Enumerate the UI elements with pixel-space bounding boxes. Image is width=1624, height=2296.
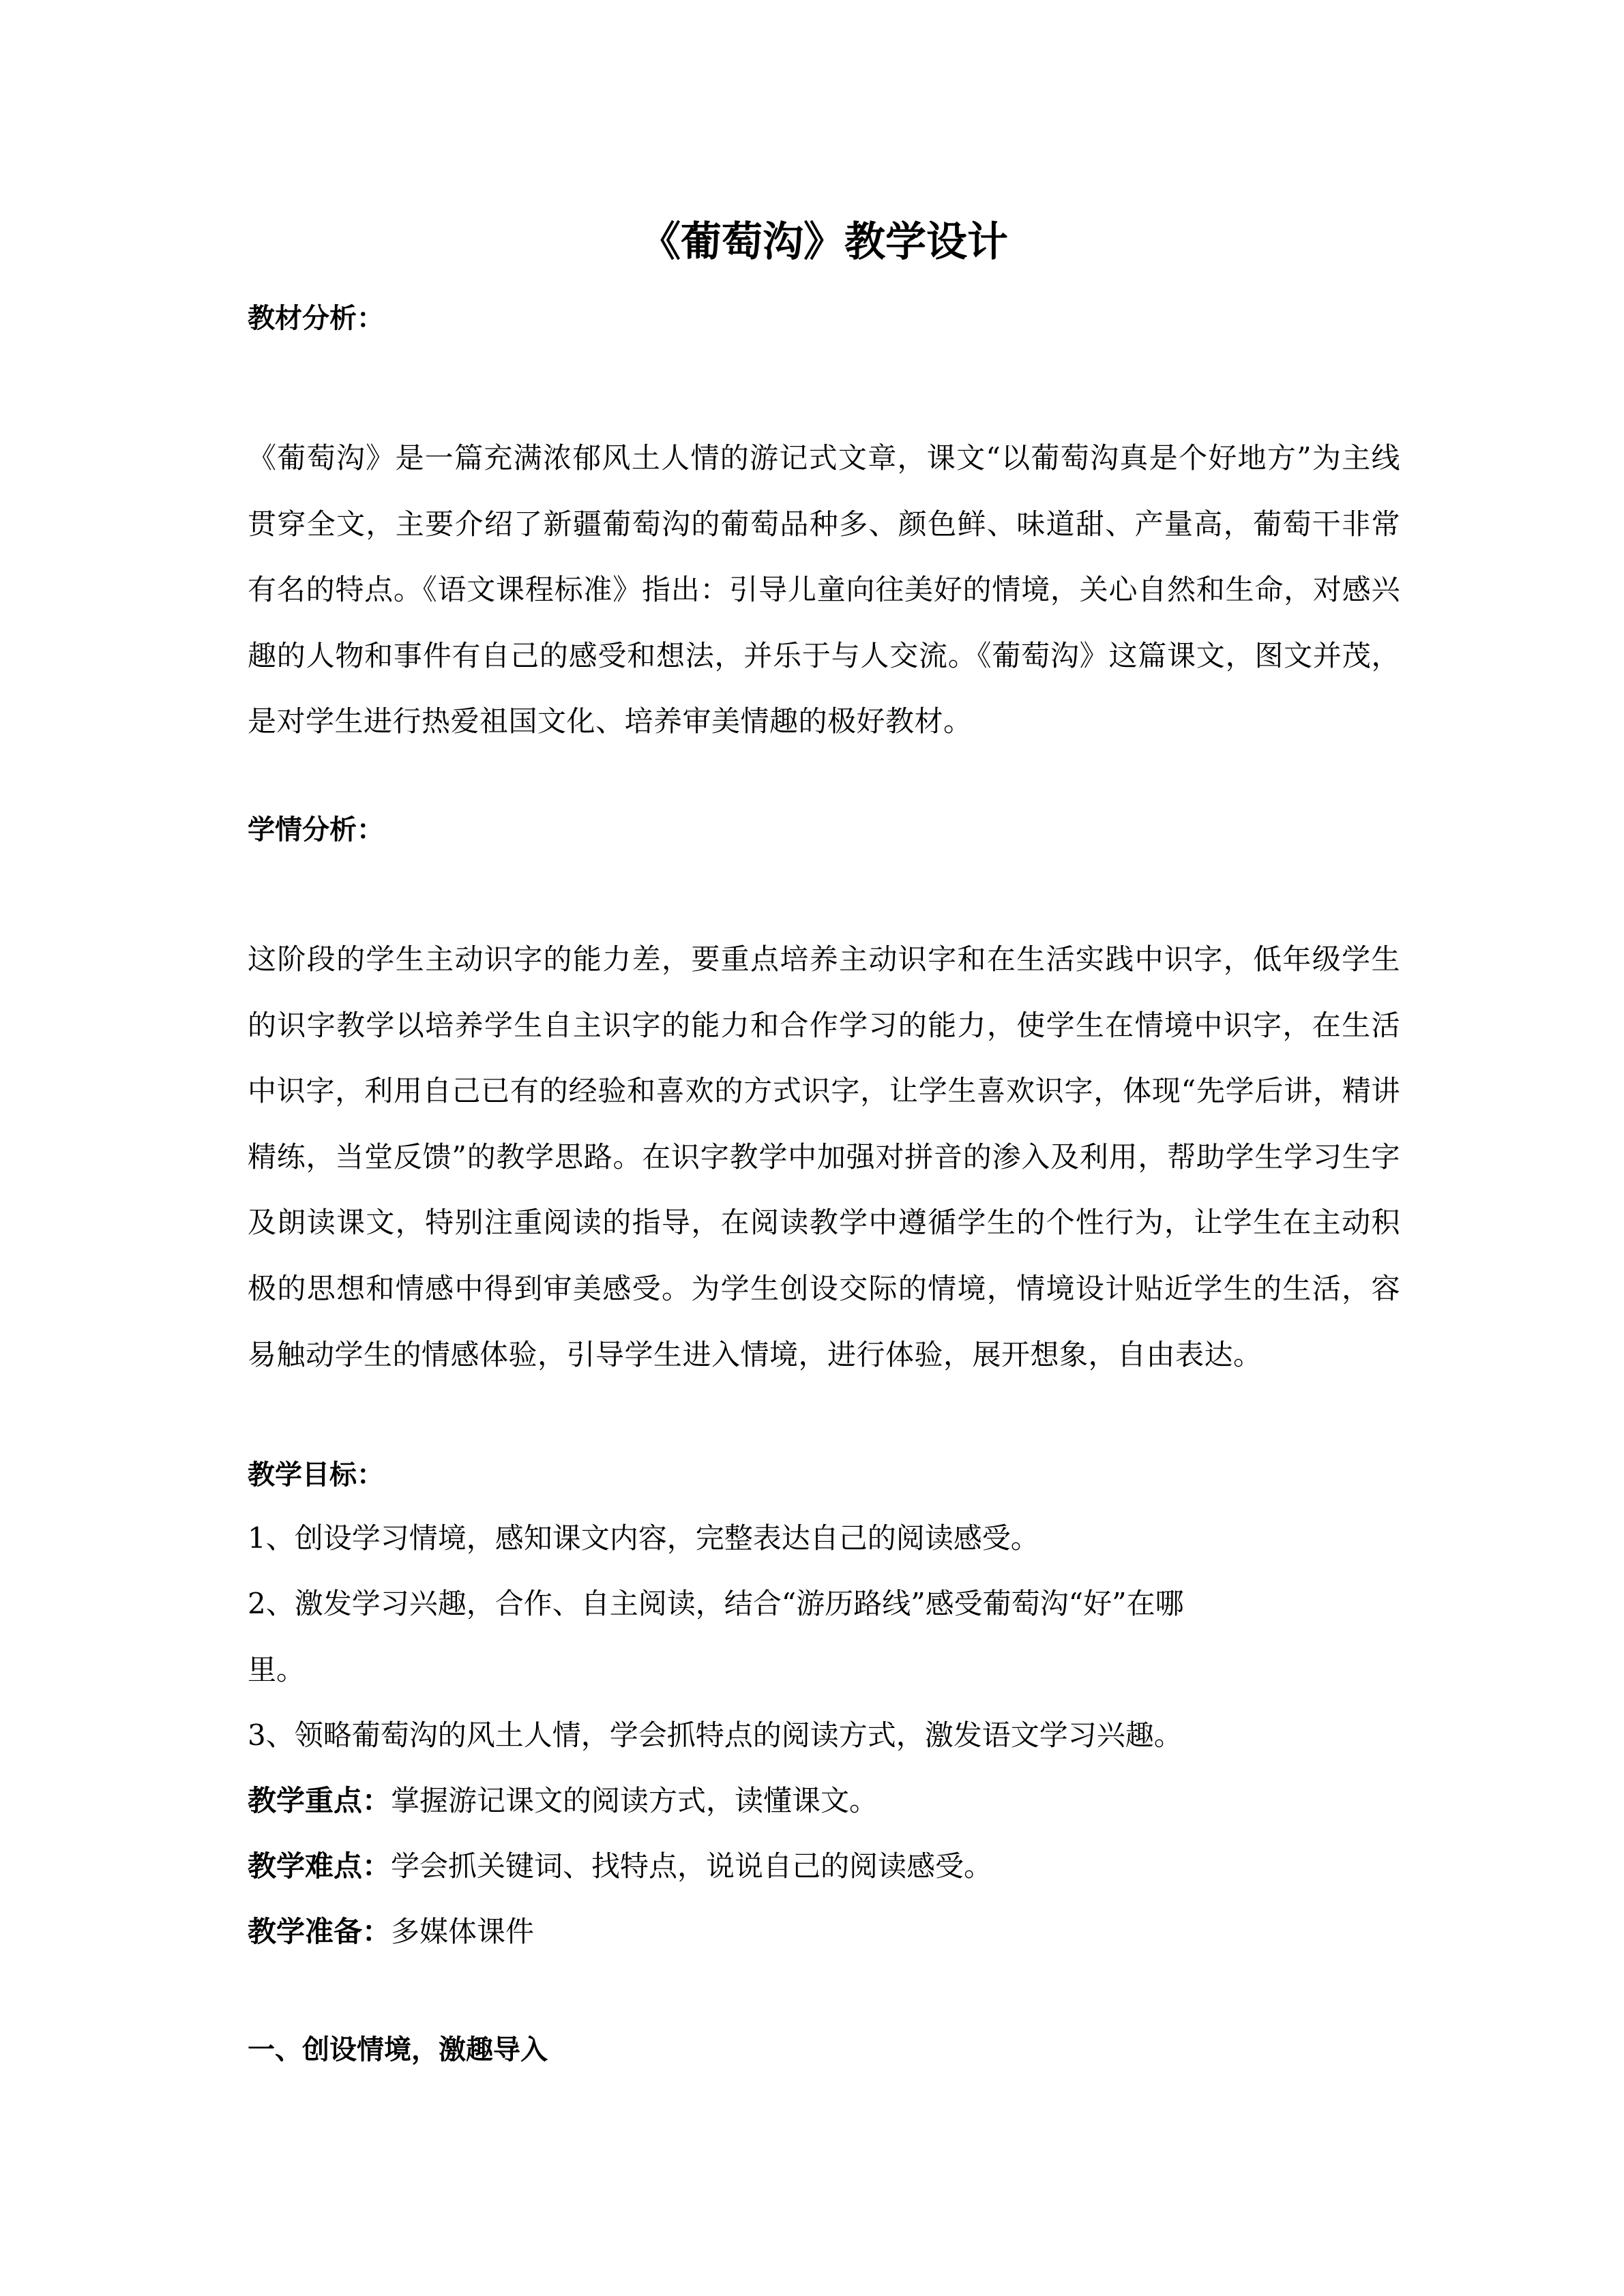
preparation-line	[248, 1911, 1400, 1952]
preparation-text: 多媒体课件	[391, 1915, 535, 1948]
document-title: 《葡萄沟》教学设计	[640, 218, 1008, 266]
material-analysis-paragraph: 《葡萄沟》是一篇充满浓郁风土人情的游记式文章，课文“以葡萄沟真是个好地方”为主线贯穿全文，主要介绍了新疆葡萄沟的葡萄品种多、颜色鲜、味道甜、产量高，葡萄干非常有名的特点。《语文课程标准》指出：引导儿童向往美好的情境，关心自然和生命，对感兴趣的人物和事件有自己的感受和想法，并乐于与人交流。《葡萄沟》这篇课文，图文并茂，是对学生进行热爱祖国文化、培养审美情趣的极好教材。	[248, 441, 1400, 739]
teaching-goal-item: 3、领略葡萄沟的风土人情，学会抓特点的阅读方式，激发语文学习兴趣。	[248, 1718, 1183, 1752]
difficulty-line	[248, 1846, 1400, 1887]
key-point-text: 掌握游记课文的阅读方式，读懂课文。	[391, 1784, 879, 1817]
difficulty-text: 学会抓关键词、找特点，说说自己的阅读感受。	[391, 1849, 993, 1883]
key-point-line	[248, 1780, 1400, 1821]
teaching-goals-heading: 教学目标：	[248, 1459, 384, 1491]
key-point-label: 教学重点：	[248, 1784, 392, 1817]
teaching-goal-item: 2、激发学习兴趣，合作、自主阅读，结合“游历路线”感受葡萄沟“好”在哪	[248, 1587, 1184, 1620]
student-analysis-paragraph: 这阶段的学生主动识字的能力差，要重点培养主动识字和在生活实践中识字，低年级学生的识字教学以培养学生自主识字的能力和合作学习的能力，使学生在情境中识字，在生活中识字，利用自己已有的经验和喜欢的方式识字，让学生喜欢识字，体现“先学后讲，精讲精练，当堂反馈”的教学思路。在识字教学中加强对拼音的渗入及利用，帮助学生学习生字及朗读课文，特别注重阅读的指导，在阅读教学中遵循学生的个性行为，让学生在主动积极的思想和情感中得到审美感受。为学生创设交际的情境，情境设计贴近学生的生活，容易触动学生的情感体验，引导学生进入情境，进行体验，展开想象，自由表达。	[248, 942, 1400, 1371]
step-one-heading: 一、创设情境，激趣导入	[248, 2034, 548, 2066]
preparation-label: 教学准备：	[248, 1915, 392, 1948]
difficulty-label: 教学难点：	[248, 1849, 392, 1883]
material-analysis-heading: 教材分析：	[248, 303, 384, 334]
teaching-goal-item: 1、创设学习情境，感知课文内容，完整表达自己的阅读感受。	[248, 1521, 1039, 1555]
teaching-goal-item: 里。	[248, 1653, 306, 1686]
student-analysis-heading: 学情分析：	[248, 814, 384, 846]
